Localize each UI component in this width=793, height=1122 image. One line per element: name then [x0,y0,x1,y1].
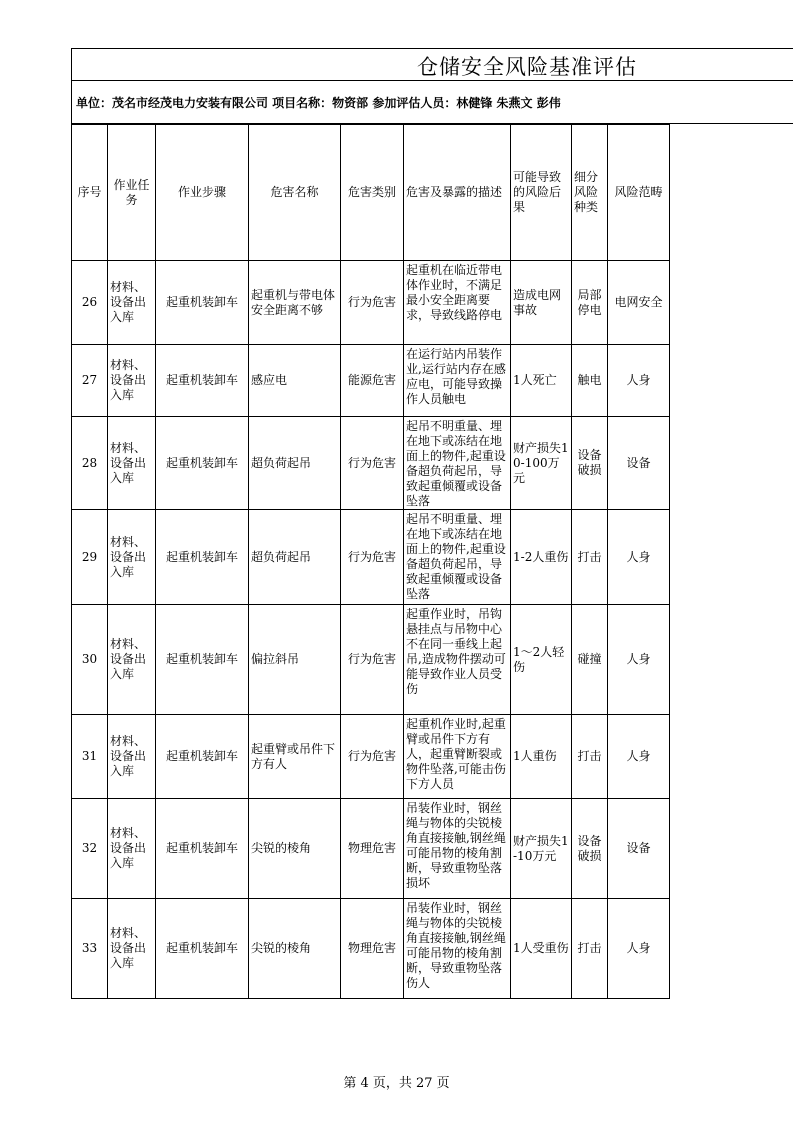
table-row [72,715,670,799]
row-category: 行为危害 [341,417,404,510]
row-hazard: 感应电 [249,345,341,417]
row-consequence: 1人重伤 [511,715,572,799]
row-task: 材料、设备出入库 [108,510,156,605]
header-hazard: 危害名称 [249,125,341,261]
row-number: 29 [72,510,108,605]
row-description: 在运行站内吊装作业,运行站内存在感应电，可能导致操作人员触电 [404,345,511,417]
row-description: 起重机在临近带电体作业时，不满足最小安全距离要求，导致线路停电 [404,261,511,345]
row-consequence: 造成电网事故 [511,261,572,345]
header-no: 序号 [72,125,108,261]
row-description: 起重机作业时,起重臂或吊件下方有人，起重臂断裂或物件坠落,可能击伤下方人员 [404,715,511,799]
row-consequence: 1～2人轻伤 [511,605,572,715]
row-consequence: 财产损失10-100万元 [511,417,572,510]
row-number: 31 [72,715,108,799]
row-task: 材料、设备出入库 [108,799,156,899]
header-task: 作业任务 [108,125,156,261]
row-subtype: 打击 [572,715,608,799]
row-subtype: 设备破损 [572,799,608,899]
table-row [72,417,670,510]
table-row [72,510,670,605]
row-description: 起吊不明重量、埋在地下或冻结在地面上的物件,起重设备超负荷起吊，导致起重倾覆或设备坠落 [404,417,511,510]
table-row [72,605,670,715]
row-step: 起重机装卸车 [156,510,249,605]
row-step: 起重机装卸车 [156,715,249,799]
row-step: 起重机装卸车 [156,261,249,345]
header-subtype: 细分风险种类 [572,125,608,261]
page-title: 仓储安全风险基准评估 [417,55,637,79]
table-row [72,261,670,345]
row-hazard: 起重机与带电体安全距离不够 [249,261,341,345]
row-step: 起重机装卸车 [156,417,249,510]
header-desc: 危害及暴露的描述 [404,125,511,261]
row-step: 起重机装卸车 [156,345,249,417]
row-task: 材料、设备出入库 [108,899,156,999]
row-subtype: 打击 [572,899,608,999]
row-number: 30 [72,605,108,715]
row-consequence: 1人受重伤 [511,899,572,999]
row-subtype: 打击 [572,510,608,605]
row-number: 32 [72,799,108,899]
risk-table [71,124,670,999]
row-scope: 人身 [608,510,670,605]
row-category: 物理危害 [341,899,404,999]
row-consequence: 1人死亡 [511,345,572,417]
header-category: 危害类别 [341,125,404,261]
row-description: 吊装作业时，钢丝绳与物体的尖锐棱角直接接触,钢丝绳可能吊物的棱角割断，导致重物坠落伤人 [404,899,511,999]
row-category: 物理危害 [341,799,404,899]
row-category: 能源危害 [341,345,404,417]
row-scope: 人身 [608,345,670,417]
row-step: 起重机装卸车 [156,899,249,999]
row-description: 起吊不明重量、埋在地下或冻结在地面上的物件,起重设备超负荷起吊，导致起重倾覆或设备坠落 [404,510,511,605]
row-scope: 设备 [608,417,670,510]
row-number: 26 [72,261,108,345]
header-row [72,125,670,261]
row-hazard: 尖锐的棱角 [249,899,341,999]
row-subtype: 局部停电 [572,261,608,345]
row-task: 材料、设备出入库 [108,345,156,417]
row-task: 材料、设备出入库 [108,417,156,510]
row-description: 起重作业时，吊钩悬挂点与吊物中心不在同一垂线上起吊,造成物件摆动可能导致作业人员受伤 [404,605,511,715]
row-category: 行为危害 [341,605,404,715]
unit-info: 单位：茂名市经茂电力安装有限公司 项目名称：物资部 参加评估人员：林健锋 朱燕文 彭伟 [76,96,561,110]
row-hazard: 偏拉斜吊 [249,605,341,715]
row-scope: 电网安全 [608,261,670,345]
row-scope: 人身 [608,899,670,999]
row-scope: 人身 [608,605,670,715]
table-row [72,899,670,999]
row-task: 材料、设备出入库 [108,605,156,715]
table-row [72,799,670,899]
row-category: 行为危害 [341,261,404,345]
row-category: 行为危害 [341,715,404,799]
row-task: 材料、设备出入库 [108,261,156,345]
page-footer: 第 4 页，共 27 页 [343,1076,450,1091]
row-scope: 设备 [608,799,670,899]
unit-row [71,81,793,124]
row-number: 27 [72,345,108,417]
row-number: 28 [72,417,108,510]
row-consequence: 财产损失1-10万元 [511,799,572,899]
header-step: 作业步骤 [156,125,249,261]
table-row [72,345,670,417]
row-description: 吊装作业时，钢丝绳与物体的尖锐棱角直接接触,钢丝绳可能吊物的棱角割断，导致重物坠落损坏 [404,799,511,899]
row-scope: 人身 [608,715,670,799]
row-task: 材料、设备出入库 [108,715,156,799]
row-hazard: 尖锐的棱角 [249,799,341,899]
header-consequence: 可能导致的风险后果 [511,125,572,261]
row-consequence: 1-2人重伤 [511,510,572,605]
row-number: 33 [72,899,108,999]
row-subtype: 设备破损 [572,417,608,510]
row-hazard: 起重臂或吊件下方有人 [249,715,341,799]
header-scope: 风险范畴 [608,125,670,261]
row-step: 起重机装卸车 [156,605,249,715]
row-category: 行为危害 [341,510,404,605]
row-hazard: 超负荷起吊 [249,417,341,510]
row-subtype: 触电 [572,345,608,417]
row-step: 起重机装卸车 [156,799,249,899]
row-subtype: 碰撞 [572,605,608,715]
title-row [71,48,793,81]
row-hazard: 超负荷起吊 [249,510,341,605]
